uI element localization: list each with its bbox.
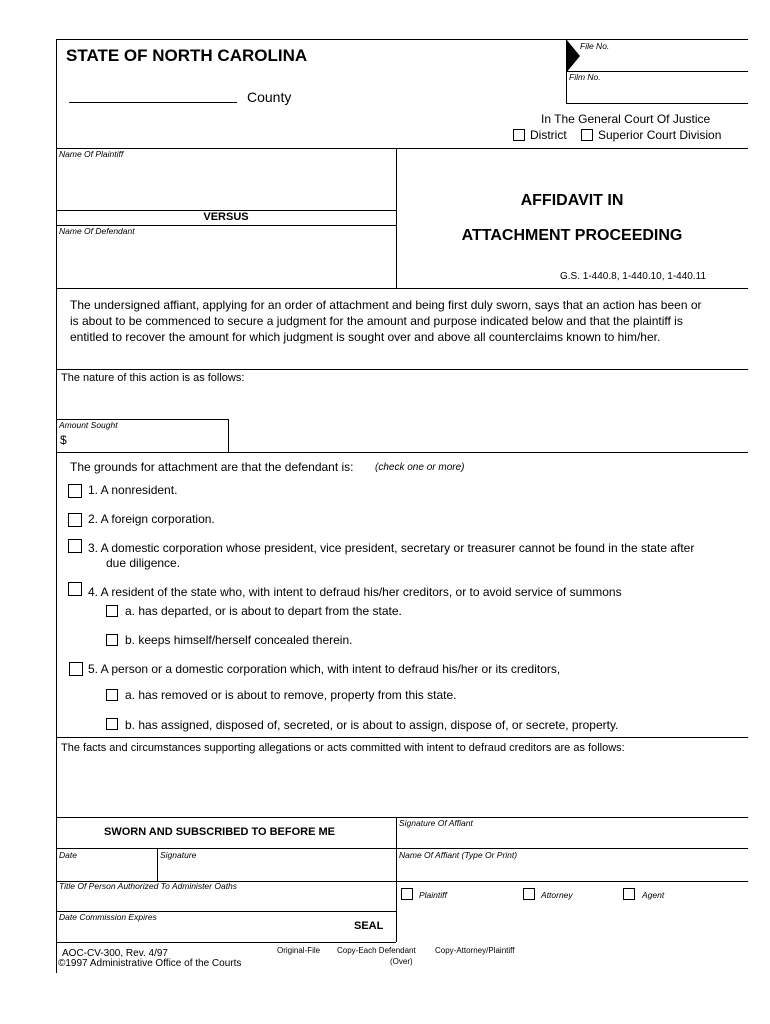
district-label: District bbox=[530, 128, 567, 142]
amount-field[interactable] bbox=[70, 432, 220, 449]
amount-label: Amount Sought bbox=[59, 420, 118, 430]
ground-3-label: 3. A domestic corporation whose president, vice president, secretary or treasurer cannot be found in the state after bbox=[88, 541, 695, 555]
form-title-line2: ATTACHMENT PROCEEDING bbox=[461, 227, 683, 244]
intro-line-1: The undersigned affiant, applying for an order of attachment and being first duly sworn, says that an action has been or bbox=[70, 298, 702, 312]
seal-label: SEAL bbox=[354, 920, 384, 932]
state-title: STATE OF NORTH CAROLINA bbox=[66, 46, 308, 65]
defendant-label: Name Of Defendant bbox=[59, 226, 135, 236]
ground-5b-checkbox[interactable] bbox=[106, 718, 118, 730]
ground-5a-checkbox[interactable] bbox=[106, 689, 118, 701]
signature-affiant-label: Signature Of Affiant bbox=[399, 818, 473, 828]
grounds-intro: The grounds for attachment are that the defendant is: bbox=[70, 460, 354, 474]
statute-reference: G.S. 1-440.8, 1-440.10, 1-440.11 bbox=[560, 271, 707, 282]
distribution-copy-defendant: Copy-Each Defendant bbox=[337, 946, 416, 955]
film-no-label: Film No. bbox=[569, 72, 601, 82]
county-label: County bbox=[247, 89, 292, 105]
ground-5-label: 5. A person or a domestic corporation which, with intent to defraud his/her or its creditors, bbox=[88, 662, 561, 676]
signature-affiant-field[interactable] bbox=[400, 830, 740, 846]
nature-label: The nature of this action is as follows: bbox=[61, 372, 245, 384]
ground-4b-checkbox[interactable] bbox=[106, 634, 118, 646]
district-checkbox[interactable] bbox=[513, 129, 525, 141]
ground-2-checkbox[interactable] bbox=[68, 513, 82, 527]
ground-4-checkbox[interactable] bbox=[68, 582, 82, 596]
agent-checkbox[interactable] bbox=[623, 888, 635, 900]
facts-label: The facts and circumstances supporting allegations or acts committed with intent to defraud creditors are as follows: bbox=[61, 742, 625, 754]
ground-3-checkbox[interactable] bbox=[68, 539, 82, 553]
ground-5b-label: b. has assigned, disposed of, secreted, or is about to assign, dispose of, or secrete, property. bbox=[125, 718, 619, 732]
ground-5a-label: a. has removed or is about to remove, property from this state. bbox=[125, 688, 457, 702]
court-name: In The General Court Of Justice bbox=[541, 112, 711, 126]
ground-2-label: 2. A foreign corporation. bbox=[88, 512, 215, 526]
ground-4b-label: b. keeps himself/herself concealed therein. bbox=[125, 633, 353, 647]
over-label: (Over) bbox=[390, 957, 413, 966]
plaintiff-option-label: Plaintiff bbox=[419, 890, 447, 900]
agent-option-label: Agent bbox=[642, 890, 665, 900]
corner-triangle-icon bbox=[566, 39, 580, 73]
ground-1-checkbox[interactable] bbox=[68, 484, 82, 498]
grounds-hint: (check one or more) bbox=[375, 462, 465, 473]
date-commission-label: Date Commission Expires bbox=[59, 912, 157, 922]
ground-5-checkbox[interactable] bbox=[69, 662, 83, 676]
superior-label: Superior Court Division bbox=[598, 128, 722, 142]
form-number: AOC-CV-300, Rev. 4/97 bbox=[62, 948, 168, 959]
plaintiff-checkbox[interactable] bbox=[401, 888, 413, 900]
nature-field[interactable] bbox=[60, 388, 740, 416]
ground-4a-label: a. has departed, or is about to depart from the state. bbox=[125, 604, 402, 618]
ground-4a-checkbox[interactable] bbox=[106, 605, 118, 617]
intro-line-2: is about to be commenced to secure a judgment for the amount and purpose indicated below and that the plaintiff is bbox=[70, 314, 683, 328]
versus-label: VERSUS bbox=[203, 211, 249, 223]
superior-checkbox[interactable] bbox=[581, 129, 593, 141]
distribution-copy-attorney: Copy-Attorney/Plaintiff bbox=[435, 946, 515, 955]
ground-4-label: 4. A resident of the state who, with intent to defraud his/her creditors, or to avoid service of summons bbox=[88, 585, 622, 599]
file-no-label: File No. bbox=[580, 41, 610, 51]
sworn-label: SWORN AND SUBSCRIBED TO BEFORE ME bbox=[104, 826, 336, 838]
title-person-label: Title Of Person Authorized To Administer Oaths bbox=[59, 881, 238, 891]
distribution-original: Original-File bbox=[277, 946, 321, 955]
facts-field[interactable] bbox=[60, 758, 740, 814]
attorney-option-label: Attorney bbox=[541, 890, 573, 900]
defendant-field[interactable] bbox=[60, 238, 390, 284]
ground-3-label-cont: due diligence. bbox=[106, 556, 181, 570]
amount-currency: $ bbox=[60, 433, 67, 447]
attorney-checkbox[interactable] bbox=[523, 888, 535, 900]
name-affiant-label: Name Of Affiant (Type Or Print) bbox=[399, 850, 518, 860]
copyright: ©1997 Administrative Office of the Courts bbox=[58, 958, 242, 969]
intro-line-3: entitled to recover the amount for which judgment is sought over and above all counterclaims known to him/her. bbox=[70, 330, 661, 344]
signature-label: Signature bbox=[160, 850, 197, 860]
date-label: Date bbox=[59, 850, 77, 860]
ground-1-label: 1. A nonresident. bbox=[88, 483, 178, 497]
form-title-line1: AFFIDAVIT IN bbox=[520, 192, 624, 209]
plaintiff-label: Name Of Plaintiff bbox=[59, 149, 124, 159]
county-line[interactable] bbox=[69, 102, 237, 103]
plaintiff-field[interactable] bbox=[60, 162, 390, 206]
